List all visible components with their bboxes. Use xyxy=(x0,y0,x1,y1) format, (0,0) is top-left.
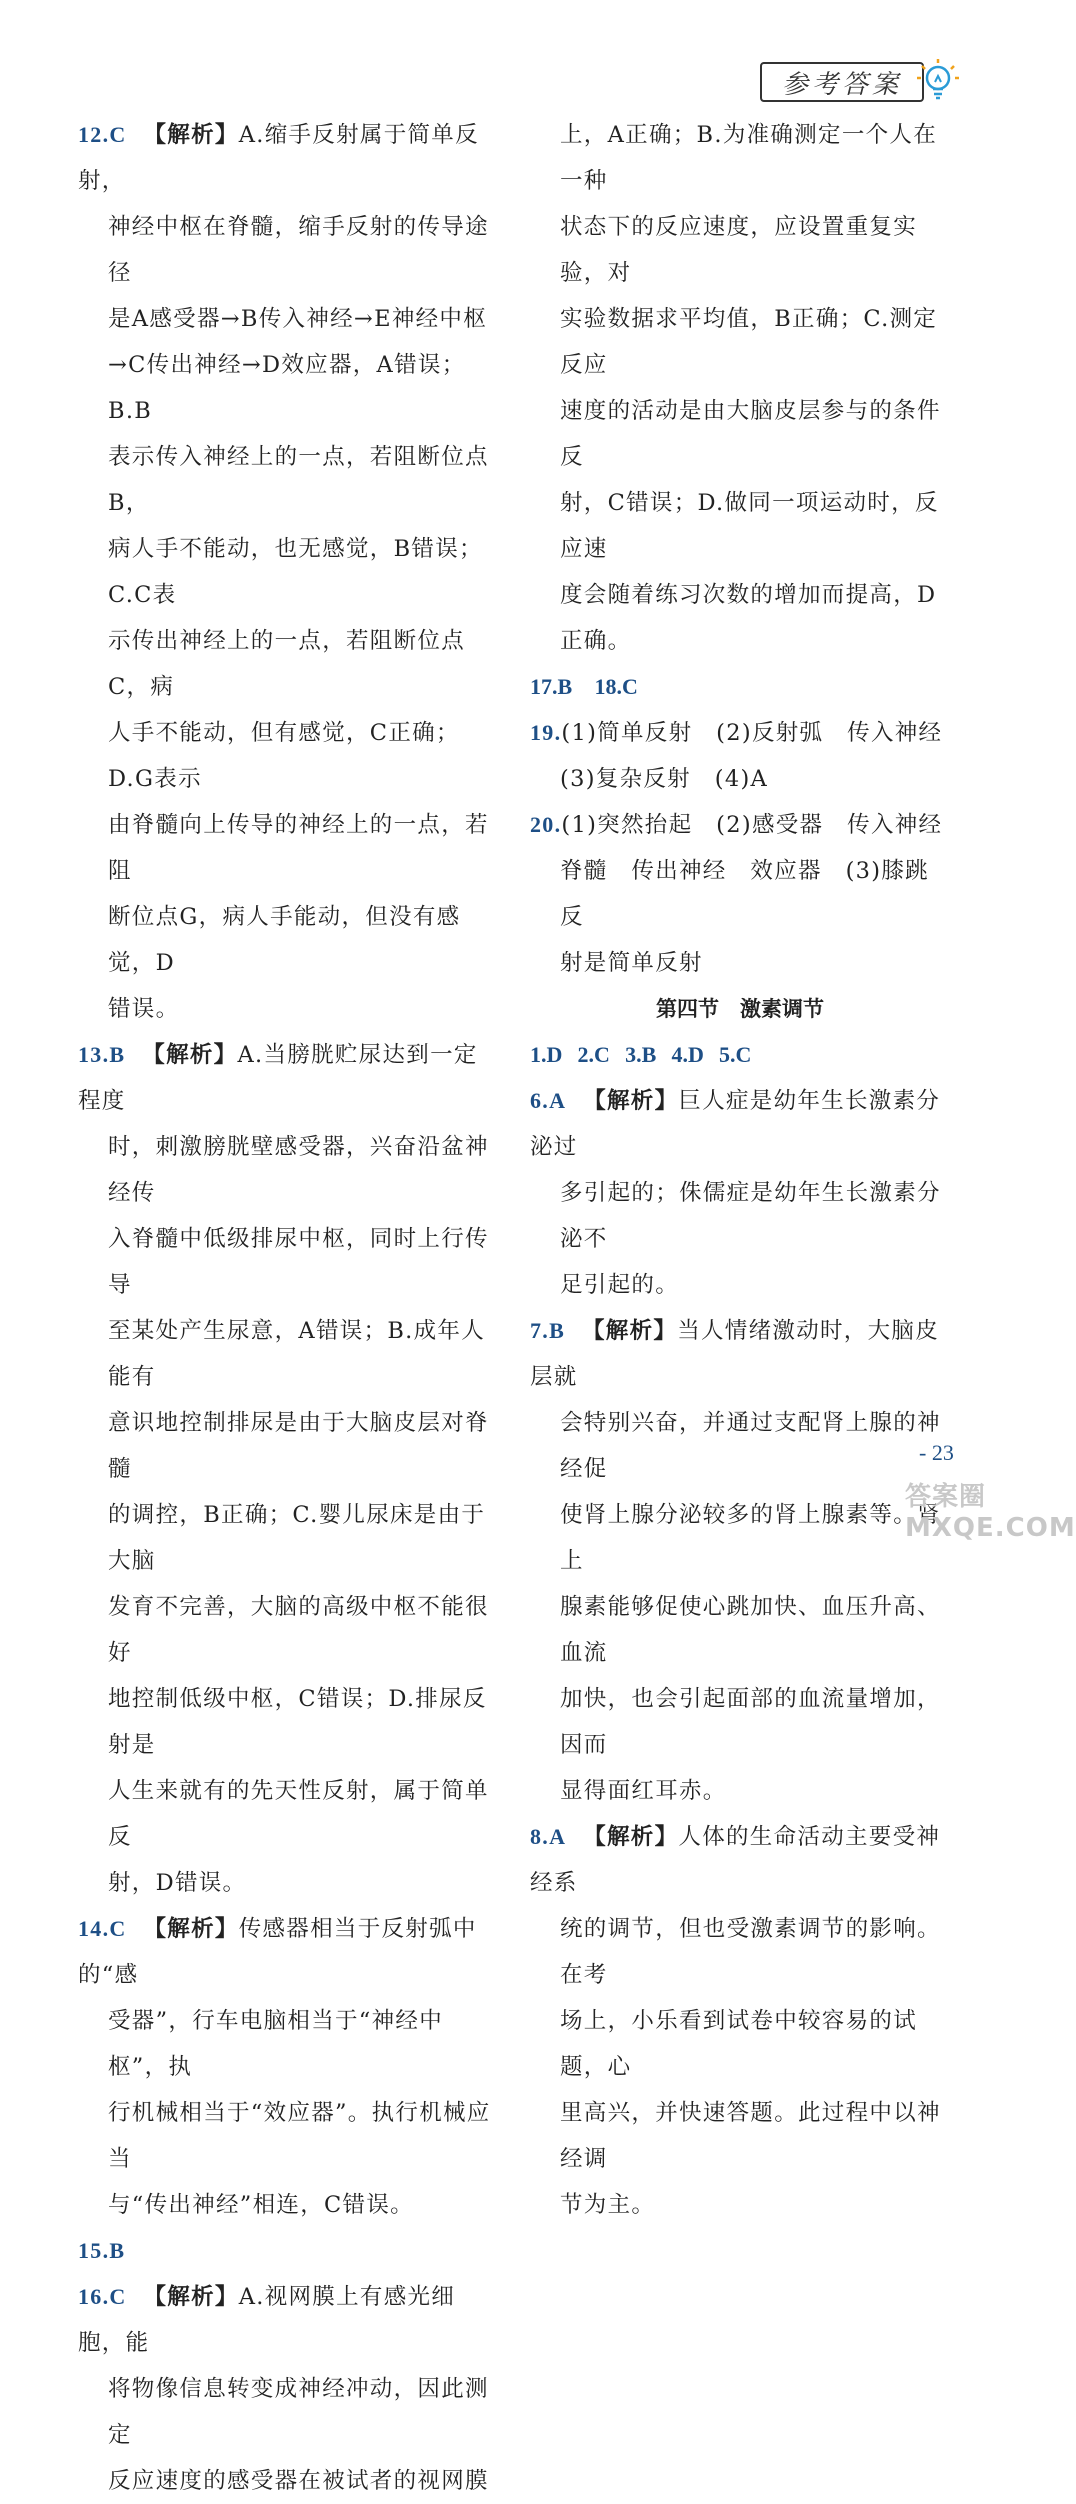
text-line: 足引起的。 xyxy=(560,1272,680,1298)
left-column xyxy=(78,112,493,2504)
text-line: 场上，小乐看到试卷中较容易的试题，心 xyxy=(560,2008,918,2080)
text-line: 传感器相当于反射弧中的“感 xyxy=(78,1916,477,1988)
text-line: 腺素能够促使心跳加快、血压升高、血流 xyxy=(560,1594,941,1666)
text-line: 度会随着练习次数的增加而提高，D xyxy=(560,582,937,608)
text-line: 表示传入神经上的一点，若阻断位点B， xyxy=(108,444,489,516)
page-number: - 23 xyxy=(919,1440,954,1465)
question-number: 8.A xyxy=(530,1824,567,1849)
answer-3: 3.B xyxy=(625,1042,657,1067)
text-line: 加快，也会引起面部的血流量增加，因而 xyxy=(560,1686,941,1758)
answer-16-continued xyxy=(530,112,950,664)
text-line: 与“传出神经”相连，C错误。 xyxy=(108,2192,414,2218)
analysis-tag: 【解析】 xyxy=(581,1318,678,1344)
text-line: A.缩手反射属于简单反射， xyxy=(78,122,479,194)
text-line: 时，刺激膀胱壁感受器，兴奋沿盆神经传 xyxy=(108,1134,489,1206)
header-title: 参考答案 xyxy=(760,62,924,102)
text-line: (1)突然抬起 (2)感受器 传入神经 xyxy=(561,812,943,838)
text-line: 脊髓 传出神经 效应器 (3)膝跳反 xyxy=(560,858,929,930)
text-line: 速度的活动是由大脑皮层参与的条件反 xyxy=(560,398,941,470)
text-line: 多引起的；侏儒症是幼年生长激素分泌不 xyxy=(560,1180,941,1252)
text-line: 示传出神经上的一点，若阻断位点C，病 xyxy=(108,628,466,700)
answer-16 xyxy=(78,2274,493,2504)
text-line: →C传出神经→D效应器，A错误；B.B xyxy=(108,352,466,424)
text-line: 统的调节，但也受激素调节的影响。在考 xyxy=(560,1916,941,1988)
analysis-tag: 【解析】 xyxy=(143,1916,239,1942)
text-line: 当人情绪激动时，大脑皮层就 xyxy=(530,1318,939,1390)
watermark: 答案圈 MXQE.COM xyxy=(905,1482,1076,1543)
right-column xyxy=(530,112,950,2228)
analysis-tag: 【解析】 xyxy=(583,1088,679,1114)
answer-8 xyxy=(530,1814,950,2228)
answers-1-5 xyxy=(530,1032,950,1078)
text-line: 上，A正确；B.为准确测定一个人在一种 xyxy=(560,122,938,194)
text-line: 射，D错误。 xyxy=(108,1870,247,1896)
answer-13 xyxy=(78,1032,493,1906)
lightbulb-icon xyxy=(912,54,964,106)
answer-4: 4.D xyxy=(671,1042,704,1067)
text-line: 实验数据求平均值，B正确；C.测定反应 xyxy=(560,306,938,378)
text-line: 显得面红耳赤。 xyxy=(560,1778,727,1804)
question-number: 12.C xyxy=(78,122,127,147)
text-line: 断位点G，病人手能动，但没有感觉，D xyxy=(108,904,461,976)
text-line: 里高兴，并快速答题。此过程中以神经调 xyxy=(560,2100,941,2172)
text-line: 使肾上腺分泌较多的肾上腺素等。肾上 xyxy=(560,1502,941,1574)
answer-1: 1.D xyxy=(530,1042,563,1067)
text-line: 神经中枢在脊髓，缩手反射的传导途径 xyxy=(108,214,489,286)
text-line: 行机械相当于“效应器”。执行机械应当 xyxy=(108,2100,491,2172)
analysis-tag: 【解析】 xyxy=(143,2284,239,2310)
text-line: 错误。 xyxy=(108,996,180,1022)
text-line: 反应速度的感受器在被试者的视网膜 xyxy=(108,2468,489,2494)
section-title: 第四节 激素调节 xyxy=(656,997,824,1021)
text-line: 由脊髓向上传导的神经上的一点，若阻 xyxy=(108,812,489,884)
question-number: 19. xyxy=(530,720,562,745)
answers-17-18 xyxy=(530,664,950,710)
text-line: 至某处产生尿意，A错误；B.成年人能有 xyxy=(108,1318,486,1390)
text-line: 人体的生命活动主要受神经系 xyxy=(530,1824,941,1896)
answer-15 xyxy=(78,2228,493,2274)
answer-14 xyxy=(78,1906,493,2228)
text-line: 巨人症是幼年生长激素分泌过 xyxy=(530,1088,941,1160)
text-line: 射是简单反射 xyxy=(560,950,703,976)
text-line: 将物像信息转变成神经冲动，因此测定 xyxy=(108,2376,489,2448)
answer-18: 18.C xyxy=(594,674,638,699)
text-line: 病人手不能动，也无感觉，B错误；C.C表 xyxy=(108,536,483,608)
analysis-tag: 【解析】 xyxy=(143,122,239,148)
text-line: 受器”，行车电脑相当于“神经中枢”，执 xyxy=(108,2008,444,2080)
text-line: 入脊髓中低级排尿中枢，同时上行传导 xyxy=(108,1226,489,1298)
analysis-tag: 【解析】 xyxy=(142,1042,238,1068)
analysis-tag: 【解析】 xyxy=(583,1824,679,1850)
question-number: 6.A xyxy=(530,1088,567,1113)
text-line: 的调控，B正确；C.婴儿尿床是由于大脑 xyxy=(108,1502,486,1574)
text-line: 地控制低级中枢，C错误；D.排尿反射是 xyxy=(108,1686,487,1758)
text-line: (1)简单反射 (2)反射弧 传入神经 xyxy=(561,720,943,746)
page-header xyxy=(742,52,962,110)
answer-7 xyxy=(530,1308,950,1814)
text-line: (3)复杂反射 (4)A xyxy=(560,766,769,792)
answer-12 xyxy=(78,112,493,1032)
question-number: 13.B xyxy=(78,1042,126,1067)
text-line: 人手不能动，但有感觉，C正确；D.G表示 xyxy=(108,720,460,792)
text-line: A.当膀胱贮尿达到一定程度 xyxy=(78,1042,478,1114)
text-line: 正确。 xyxy=(560,628,632,654)
question-number: 15.B xyxy=(78,2238,126,2263)
question-number: 14.C xyxy=(78,1916,127,1941)
text-line: 会特别兴奋，并通过支配肾上腺的神经促 xyxy=(560,1410,941,1482)
text-line: 意识地控制排尿是由于大脑皮层对脊髓 xyxy=(108,1410,489,1482)
answer-19 xyxy=(530,710,950,802)
text-line: 状态下的反应速度，应设置重复实验，对 xyxy=(560,214,918,286)
answer-6 xyxy=(530,1078,950,1308)
text-line: 是A感受器→B传入神经→E神经中枢 xyxy=(108,306,488,332)
question-number: 16.C xyxy=(78,2284,127,2309)
page-footer xyxy=(905,1440,1076,1543)
answer-2: 2.C xyxy=(577,1042,610,1067)
question-number: 20. xyxy=(530,812,562,837)
text-line: A.视网膜上有感光细胞，能 xyxy=(78,2284,456,2356)
text-line: 节为主。 xyxy=(560,2192,656,2218)
question-number: 7.B xyxy=(530,1318,566,1343)
answer-17: 17.B xyxy=(530,674,573,699)
text-line: 射，C错误；D.做同一项运动时，反应速 xyxy=(560,490,939,562)
answer-5: 5.C xyxy=(718,1042,752,1067)
answer-20 xyxy=(530,802,950,986)
text-line: 人生来就有的先天性反射，属于简单反 xyxy=(108,1778,489,1850)
text-line: 发育不完善，大脑的高级中枢不能很好 xyxy=(108,1594,489,1666)
